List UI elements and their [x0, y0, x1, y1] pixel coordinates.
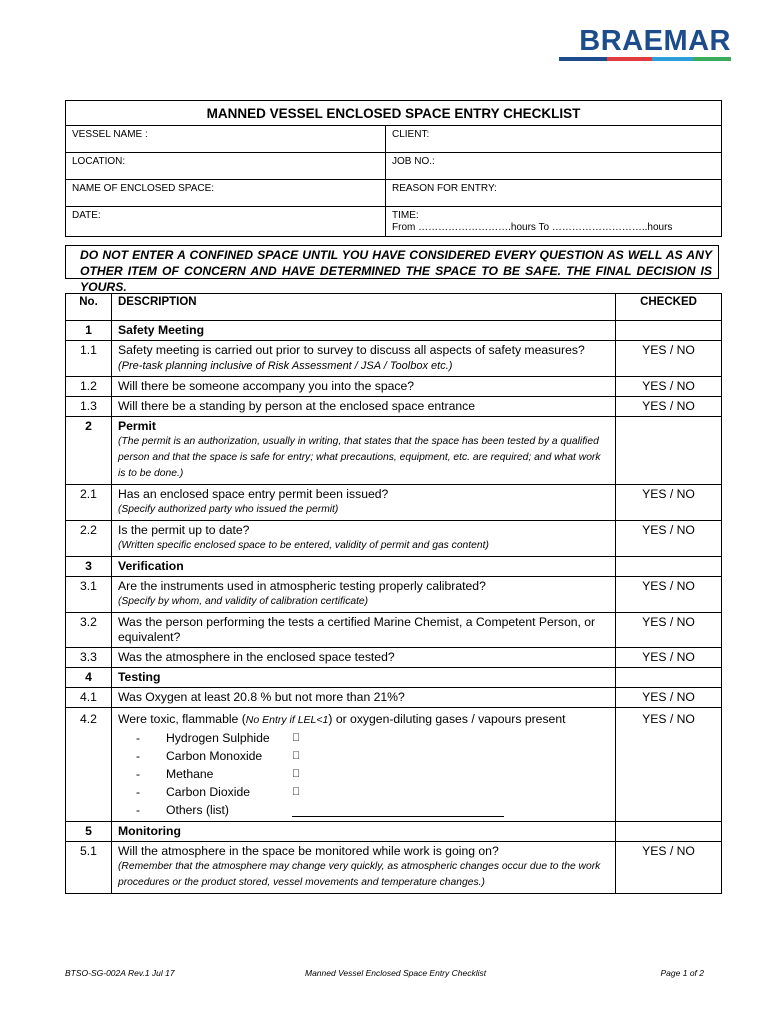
table-row — [66, 688, 722, 708]
yes-no-toggle[interactable]: YES / NO — [616, 577, 722, 613]
row-number: 3.3 — [66, 648, 112, 668]
checked-cell — [616, 822, 722, 842]
table-row — [66, 613, 722, 648]
reason-field[interactable]: REASON FOR ENTRY: — [386, 180, 722, 207]
section-title: Testing — [112, 668, 616, 688]
section-note: (The permit is an authorization, usually in writing, that states that the space has been tested by a qualified person and that the space is safe for entry; what precautions, equipment, etc. are required; and what work is to be done.) — [118, 436, 601, 479]
gas-name: Carbon Monoxide — [166, 749, 263, 763]
yes-no-toggle[interactable]: YES / NO — [616, 377, 722, 397]
gas-name: Others (list) — [166, 803, 229, 817]
gas-checkbox[interactable] — [292, 747, 504, 765]
question-note: (Written specific enclosed space to be entered, validity of permit and gas content) — [118, 540, 489, 551]
yes-no-toggle[interactable]: YES / NO — [616, 842, 722, 894]
gas-name: Carbon Dioxide — [166, 785, 251, 799]
yes-no-toggle[interactable]: YES / NO — [616, 688, 722, 708]
table-row — [66, 521, 722, 557]
gas-list — [118, 729, 609, 819]
question-inline-note: No Entry if LEL<1 — [245, 714, 329, 726]
question-text: ) or oxygen-diluting gases / vapours present — [328, 712, 566, 726]
footer-doc-code: BTSO-SG-002A Rev.1 Jul 17 — [65, 968, 175, 978]
question-text: Were toxic, flammable ( — [118, 712, 246, 726]
date-field[interactable]: DATE: — [66, 207, 386, 237]
section-title: Verification — [112, 557, 616, 577]
gas-name: Hydrogen Sulphide — [166, 731, 270, 745]
question-text: Was the person performing the tests a certified Marine Chemist, a Competent Person, or equivalent? — [112, 613, 616, 648]
logo-bar-segment — [652, 57, 693, 61]
vessel-name-field[interactable]: VESSEL NAME : — [66, 126, 386, 153]
col-description-header: DESCRIPTION — [112, 294, 616, 321]
row-description — [112, 708, 616, 822]
gas-name: Methane — [166, 767, 214, 781]
logo-bar-segment — [693, 57, 731, 61]
job-no-field[interactable]: JOB NO.: — [386, 153, 722, 180]
section-title: Safety Meeting — [112, 321, 616, 341]
row-description — [112, 577, 616, 613]
logo-bar-segment — [559, 57, 607, 61]
warning-banner: DO NOT ENTER A CONFINED SPACE UNTIL YOU HAVE CONSIDERED EVERY QUESTION AS WELL AS ANY OTHER ITEM OF CONCERN AND HAVE DETERMINED THE SPACE TO BE SAFE. THE FINAL DECISION IS YOURS. — [65, 245, 719, 279]
question-text: Has an enclosed space entry permit been issued? — [118, 487, 389, 501]
gas-list-item-others — [118, 801, 609, 819]
row-description — [112, 485, 616, 521]
table-row — [66, 485, 722, 521]
section-row — [66, 668, 722, 688]
table-row — [66, 397, 722, 417]
gas-list-item — [118, 765, 609, 783]
list-dash: - — [136, 767, 141, 781]
gas-list-item — [118, 729, 609, 747]
list-dash: - — [136, 803, 141, 817]
row-number: 2.1 — [66, 485, 112, 521]
row-number: 1 — [66, 321, 112, 341]
row-number: 3.1 — [66, 577, 112, 613]
gas-checkbox[interactable] — [292, 765, 504, 783]
yes-no-toggle[interactable]: YES / NO — [616, 613, 722, 648]
row-number: 4 — [66, 668, 112, 688]
time-range: From ……………………….hours To ………………………..hours — [392, 222, 673, 233]
list-dash: - — [136, 731, 141, 745]
question-note: (Pre-task planning inclusive of Risk Assessment / JSA / Toolbox etc.) — [118, 360, 453, 372]
table-row — [66, 341, 722, 377]
row-description — [112, 521, 616, 557]
checklist-table — [65, 293, 722, 894]
table-row — [66, 648, 722, 668]
section-row — [66, 557, 722, 577]
question-text: Was the atmosphere in the enclosed space tested? — [112, 648, 616, 668]
row-number: 4.2 — [66, 708, 112, 822]
section-row — [66, 417, 722, 485]
gas-checkbox[interactable] — [292, 729, 504, 747]
question-text: Safety meeting is carried out prior to survey to discuss all aspects of safety measures? — [118, 343, 585, 357]
table-row — [66, 577, 722, 613]
question-note: (Specify authorized party who issued the permit) — [118, 504, 339, 515]
row-number: 5.1 — [66, 842, 112, 894]
row-number: 5 — [66, 822, 112, 842]
section-row — [66, 822, 722, 842]
yes-no-toggle[interactable]: YES / NO — [616, 397, 722, 417]
gas-checkbox[interactable] — [292, 783, 504, 801]
footer-page-number: Page 1 of 2 — [660, 968, 704, 978]
logo-color-bar — [559, 57, 731, 61]
checked-cell — [616, 321, 722, 341]
row-description — [112, 842, 616, 894]
footer-doc-title: Manned Vessel Enclosed Space Entry Checklist — [305, 968, 487, 978]
row-number: 1.2 — [66, 377, 112, 397]
row-number: 2.2 — [66, 521, 112, 557]
col-checked-header: CHECKED — [616, 294, 722, 321]
yes-no-toggle[interactable]: YES / NO — [616, 521, 722, 557]
question-note: (Remember that the atmosphere may change very quickly, as atmospheric changes occur due to the work procedures or the product stored, vessel movements and temperature changes.) — [118, 861, 601, 888]
question-text: Are the instruments used in atmospheric testing properly calibrated? — [118, 579, 486, 593]
col-no-header: No. — [66, 294, 112, 321]
logo-text: BRAEMAR — [579, 25, 731, 57]
enclosed-space-field[interactable]: NAME OF ENCLOSED SPACE: — [66, 180, 386, 207]
gas-list-item — [118, 747, 609, 765]
question-text: Will there be a standing by person at the enclosed space entrance — [112, 397, 616, 417]
table-row — [66, 377, 722, 397]
checked-cell — [616, 557, 722, 577]
header-table — [65, 100, 722, 237]
question-text: Was Oxygen at least 20.8 % but not more than 21%? — [112, 688, 616, 708]
others-input-line[interactable] — [292, 801, 504, 817]
list-dash: - — [136, 785, 141, 799]
time-label: TIME: — [392, 210, 419, 221]
location-field[interactable]: LOCATION: — [66, 153, 386, 180]
yes-no-toggle[interactable]: YES / NO — [616, 648, 722, 668]
row-number: 3.2 — [66, 613, 112, 648]
list-dash: - — [136, 749, 141, 763]
time-field[interactable] — [386, 207, 722, 237]
row-number: 1.3 — [66, 397, 112, 417]
braemar-logo — [559, 26, 731, 61]
question-note: (Specify by whom, and validity of calibration certificate) — [118, 596, 369, 607]
checked-cell — [616, 668, 722, 688]
section-description — [112, 417, 616, 485]
client-field[interactable]: CLIENT: — [386, 126, 722, 153]
row-number: 4.1 — [66, 688, 112, 708]
yes-no-toggle[interactable]: YES / NO — [616, 485, 722, 521]
gas-list-item — [118, 783, 609, 801]
question-text: Is the permit up to date? — [118, 523, 250, 537]
logo-bar-segment — [607, 57, 652, 61]
table-row — [66, 842, 722, 894]
form-title: MANNED VESSEL ENCLOSED SPACE ENTRY CHECKLIST — [66, 101, 722, 126]
yes-no-toggle[interactable]: YES / NO — [616, 341, 722, 377]
section-title: Permit — [118, 419, 156, 433]
question-text: Will the atmosphere in the space be monitored while work is going on? — [118, 844, 499, 858]
section-row — [66, 321, 722, 341]
checked-cell — [616, 417, 722, 485]
section-title: Monitoring — [112, 822, 616, 842]
yes-no-toggle[interactable]: YES / NO — [616, 708, 722, 822]
row-number: 2 — [66, 417, 112, 485]
table-row — [66, 708, 722, 822]
row-description — [112, 341, 616, 377]
row-number: 3 — [66, 557, 112, 577]
row-number: 1.1 — [66, 341, 112, 377]
question-text: Will there be someone accompany you into the space? — [112, 377, 616, 397]
